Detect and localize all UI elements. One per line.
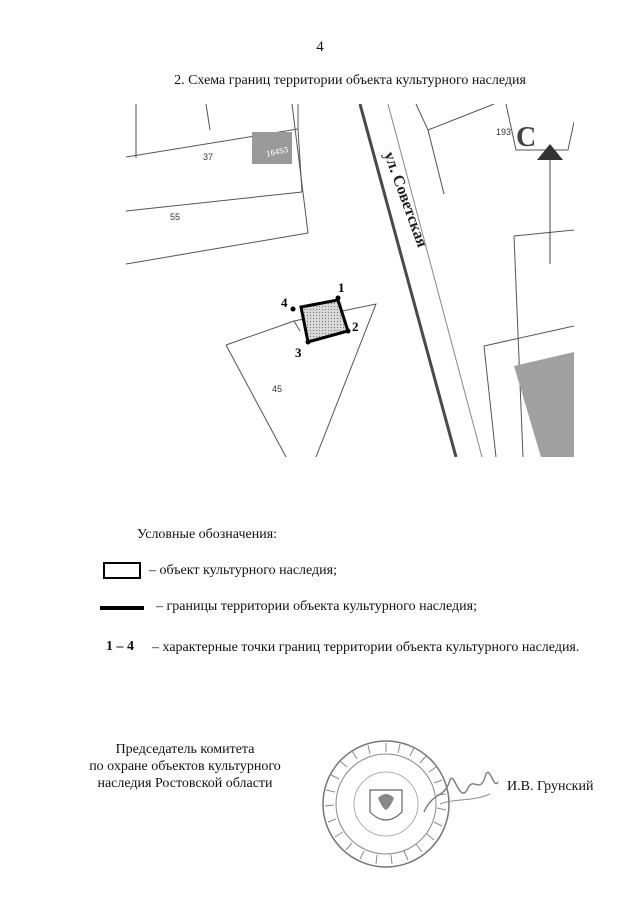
legend-box-icon xyxy=(103,562,141,579)
legend-title: Условные обозначения: xyxy=(137,527,278,542)
parcel-label-45: 45 xyxy=(272,384,283,394)
point-2-label: 2 xyxy=(352,319,359,334)
legend-row-boundary xyxy=(100,598,520,618)
coat-of-arms-eagle-icon xyxy=(378,794,394,810)
handwritten-signature xyxy=(420,760,500,820)
cadastral-map xyxy=(126,104,574,457)
point-4-label: 4 xyxy=(281,295,288,310)
position-line-3: наследия Ростовской области xyxy=(97,776,273,791)
scheme-title: 2. Схема границ территории объекта культурного наследия xyxy=(174,73,526,88)
signatory-position xyxy=(80,741,290,792)
legend-points-text: – характерные точки границ территории объекта культурного наследия. xyxy=(152,640,580,655)
street-label: ул. Советская xyxy=(380,149,431,250)
legend-line-icon xyxy=(100,606,144,610)
point-1-marker xyxy=(336,296,341,301)
street-edge-left xyxy=(360,104,456,457)
legend-points-label: 1 – 4 xyxy=(106,639,134,654)
legend-row-object xyxy=(100,562,400,582)
legend-boundary-text: – границы территории объекта культурного наследия; xyxy=(156,599,477,614)
parcel-boundaries xyxy=(126,104,574,457)
parcel-label-37: 37 xyxy=(203,152,214,162)
heritage-object-boundary xyxy=(301,300,348,342)
parcel-label-55: 55 xyxy=(170,212,181,222)
parcel-label-16453: 16453 xyxy=(265,145,289,159)
north-arrow-icon xyxy=(537,144,563,160)
legend-row-points xyxy=(100,639,620,659)
point-3-marker xyxy=(306,340,311,345)
point-2-marker xyxy=(346,329,351,334)
page-number: 4 xyxy=(316,39,324,55)
building-gray-large xyxy=(514,352,574,457)
north-label: С xyxy=(516,122,537,153)
legend-object-text: – объект культурного наследия; xyxy=(149,563,337,578)
parcel-label-193: 193 xyxy=(496,127,512,137)
point-3-label: 3 xyxy=(295,345,302,360)
point-1-label: 1 xyxy=(338,280,345,295)
point-4-marker xyxy=(291,307,296,312)
position-line-2: по охране объектов культурного xyxy=(89,759,281,774)
position-line-1: Председатель комитета xyxy=(115,742,255,757)
signatory-name: И.В. Грунский xyxy=(507,779,594,794)
